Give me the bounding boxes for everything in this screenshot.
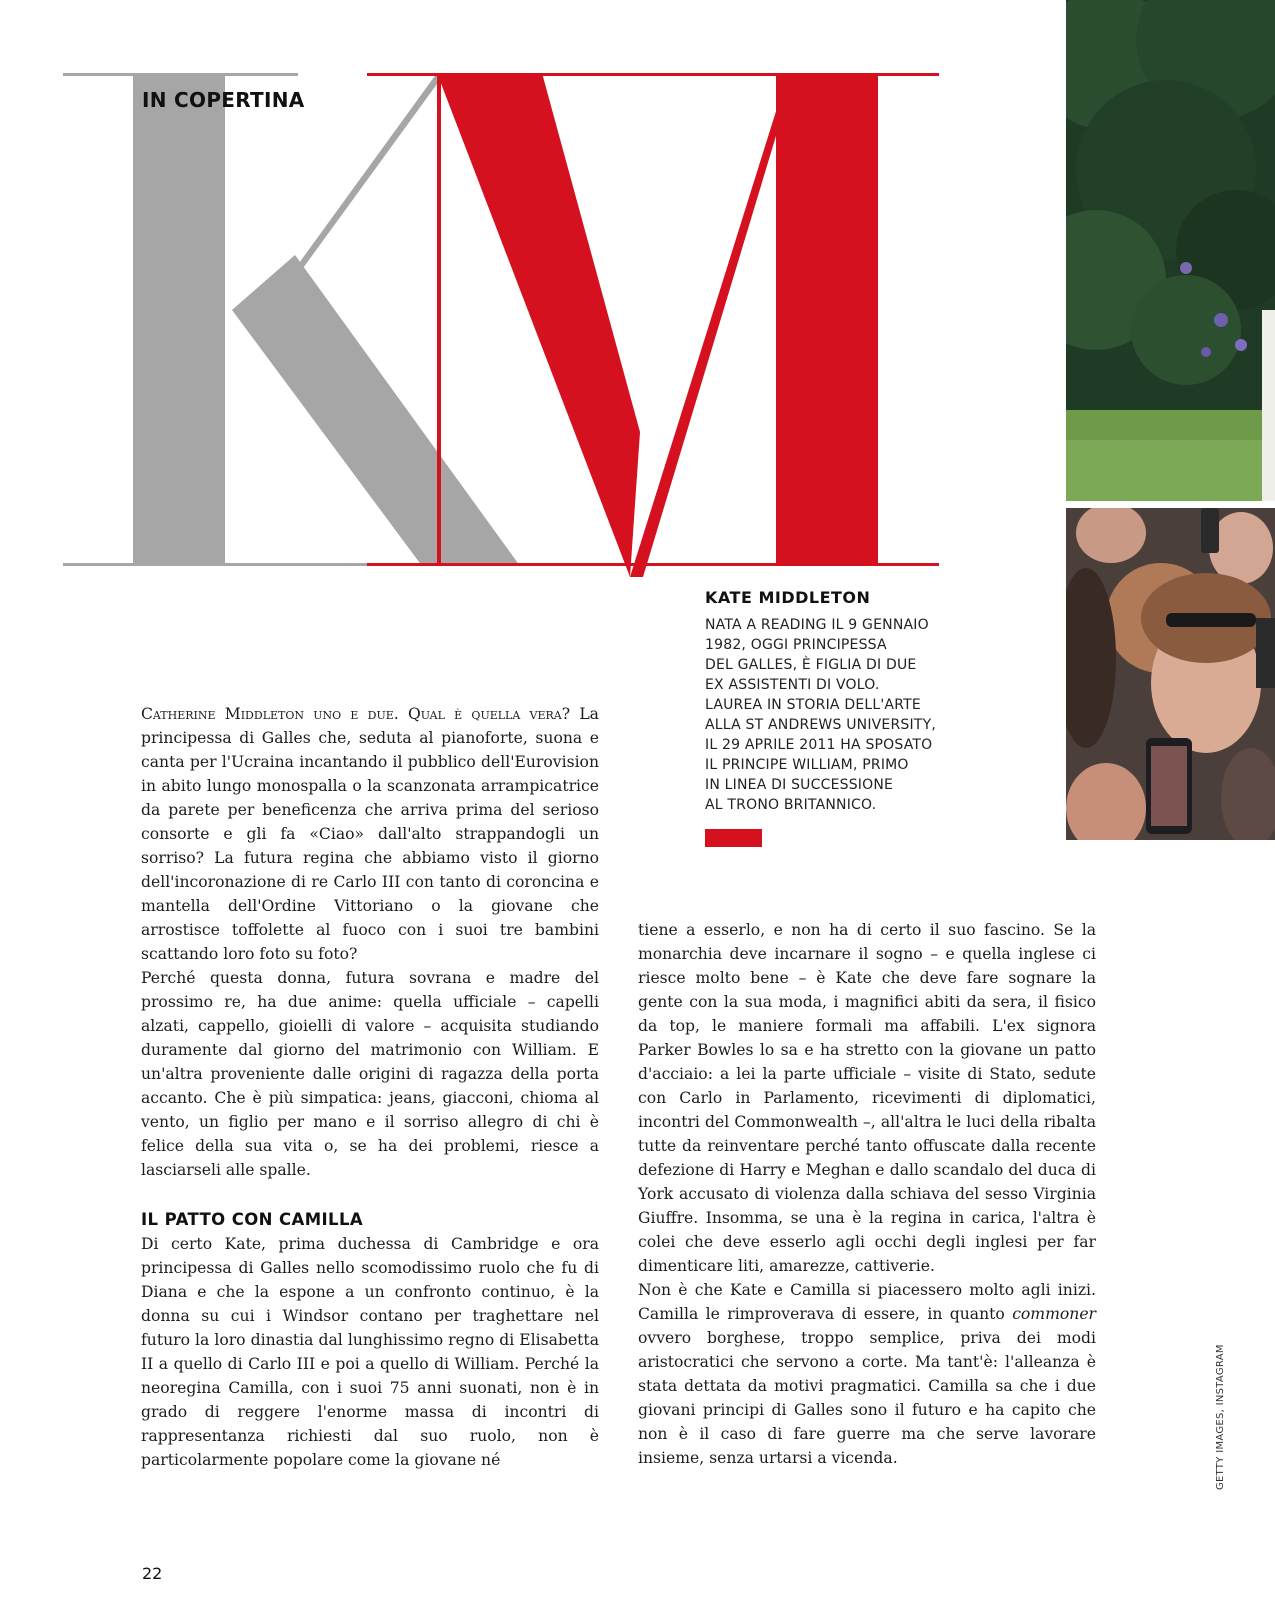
article-paragraph (638, 1278, 1096, 1470)
caption-line: LAUREA IN STORIA DELL'ARTE (705, 697, 921, 713)
photo-credit: GETTY IMAGES, INSTAGRAM (1215, 1344, 1226, 1490)
caption-line: DEL GALLES, È FIGLIA DI DUE (705, 657, 917, 673)
paragraph-text: ovvero borghese, troppo semplice, priva dei modi aristocratici che servono a corte. Ma tant'è: l'alleanza è stata dettata da motivi pragmatici. Camilla sa che i due giovani principi di Galles sono il futuro e ha capito che non è il caso di fare guerre ma che serve lavorare insieme, senza urtarsi a vicenda. (638, 1329, 1096, 1467)
photo-caption (705, 588, 965, 847)
page-number: 22 (142, 1564, 163, 1583)
caption-line: IL 29 APRILE 2011 HA SPOSATO (705, 737, 933, 753)
section-label: IN COPERTINA (142, 88, 305, 112)
article-paragraph: Perché questa donna, futura sovrana e madre del prossimo re, ha due anime: quella ufficiale – capelli alzati, cappello, gioielli di valore – acquisita studiando duramente dal giorno del matrimonio con William. E un'altra proveniente dalle origini di ragazza della porta accanto. Che è più simpatica: jeans, giacconi, chioma al vento, un figlio per mano e il sorriso allegro di chi è felice della sua vita o, se ha dei problemi, riesce a lasciarseli alle spalle. (141, 969, 599, 1179)
photo-garden (1066, 0, 1275, 501)
caption-name: KATE MIDDLETON (705, 588, 871, 607)
caption-line: AL TRONO BRITANNICO. (705, 797, 877, 813)
caption-line: IL PRINCIPE WILLIAM, PRIMO (705, 757, 909, 773)
article-column-left (141, 702, 599, 1472)
photo-crowd (1066, 508, 1275, 840)
caption-line: NATA A READING IL 9 GENNAIO (705, 617, 929, 633)
article-column-right (638, 918, 1096, 1470)
article-paragraph: Di certo Kate, prima duchessa di Cambridge e ora principessa di Galles nello scomodissimo ruolo che fu di Diana e che la espone a un confronto continuo, è la donna su cui i Windsor contano per traghettare nel futuro la loro dinastia dal lunghissimo regno di Elisabetta II a quello di Carlo III e poi a quello di William. Perché la neoregina Camilla, con i suoi 75 anni suonati, non è in grado di reggere l'enorme massa di incontri di rappresentanza richiesti dal suo ruolo, non è particolarmente popolare come la giovane né (141, 1235, 599, 1469)
caption-text (705, 615, 965, 815)
caption-line: ALLA ST ANDREWS UNIVERSITY, (705, 717, 936, 733)
caption-accent-bar (705, 829, 762, 847)
article-lead: Catherine Middleton uno e due. Qual è quella vera? (141, 705, 571, 723)
italic-term: commoner (1012, 1305, 1096, 1323)
caption-line: IN LINEA DI SUCCESSIONE (705, 777, 894, 793)
article-paragraph (141, 702, 599, 966)
caption-line: 1982, OGGI PRINCIPESSA (705, 637, 887, 653)
paragraph-text: La principessa di Galles che, seduta al pianoforte, suona e canta per l'Ucraina incantando il pubblico dell'Eurovision in abito lungo monospalla o la scanzonata arrampicatrice da parete per beneficenza che arriva prima del serioso consorte e gli fa «Ciao» dall'alto strappandogli un sorriso? La futura regina che abbiamo visto il giorno dell'incoronazione di re Carlo III con tanto di coroncina e mantella dell'Ordine Vittoriano o la giovane che arrostisce toffolette al fuoco con i suoi tre bambini scattando loro foto su foto? (141, 705, 599, 963)
article-paragraph: tiene a esserlo, e non ha di certo il suo fascino. Se la monarchia deve incarnare il sogno – e quella inglese ci riesce molto bene – è Kate che deve fare sognare la gente con la sua moda, i magnifici abiti da sera, il fisico da top, le maniere formali ma affabili. L'ex signora Parker Bowles lo sa e ha stretto con la giovane un patto d'acciaio: a lei la parte ufficiale – visite di Stato, sedute con Carlo in Parlamento, ricevimenti di diplomatici, incontri del Commonwealth –, all'altra le luci della ribalta tutte da reinventare perché tanto offuscate dalla recente defezione di Harry e Meghan e dallo scandalo del duca di York accusato di violenza dalla schiava del sesso Virginia Giuffre. Insomma, se una è la regina in carica, l'altra è colei che deve esserlo agli occhi degli inglesi per far dimenticare liti, amarezze, cattiverie. (638, 921, 1096, 1275)
paragraph-text: Non è che Kate e Camilla si piacessero molto agli inizi. Camilla le rimproverava di essere, in quanto (638, 1281, 1096, 1323)
article-subheading: IL PATTO CON CAMILLA (141, 1210, 364, 1229)
caption-line: EX ASSISTENTI DI VOLO. (705, 677, 880, 693)
